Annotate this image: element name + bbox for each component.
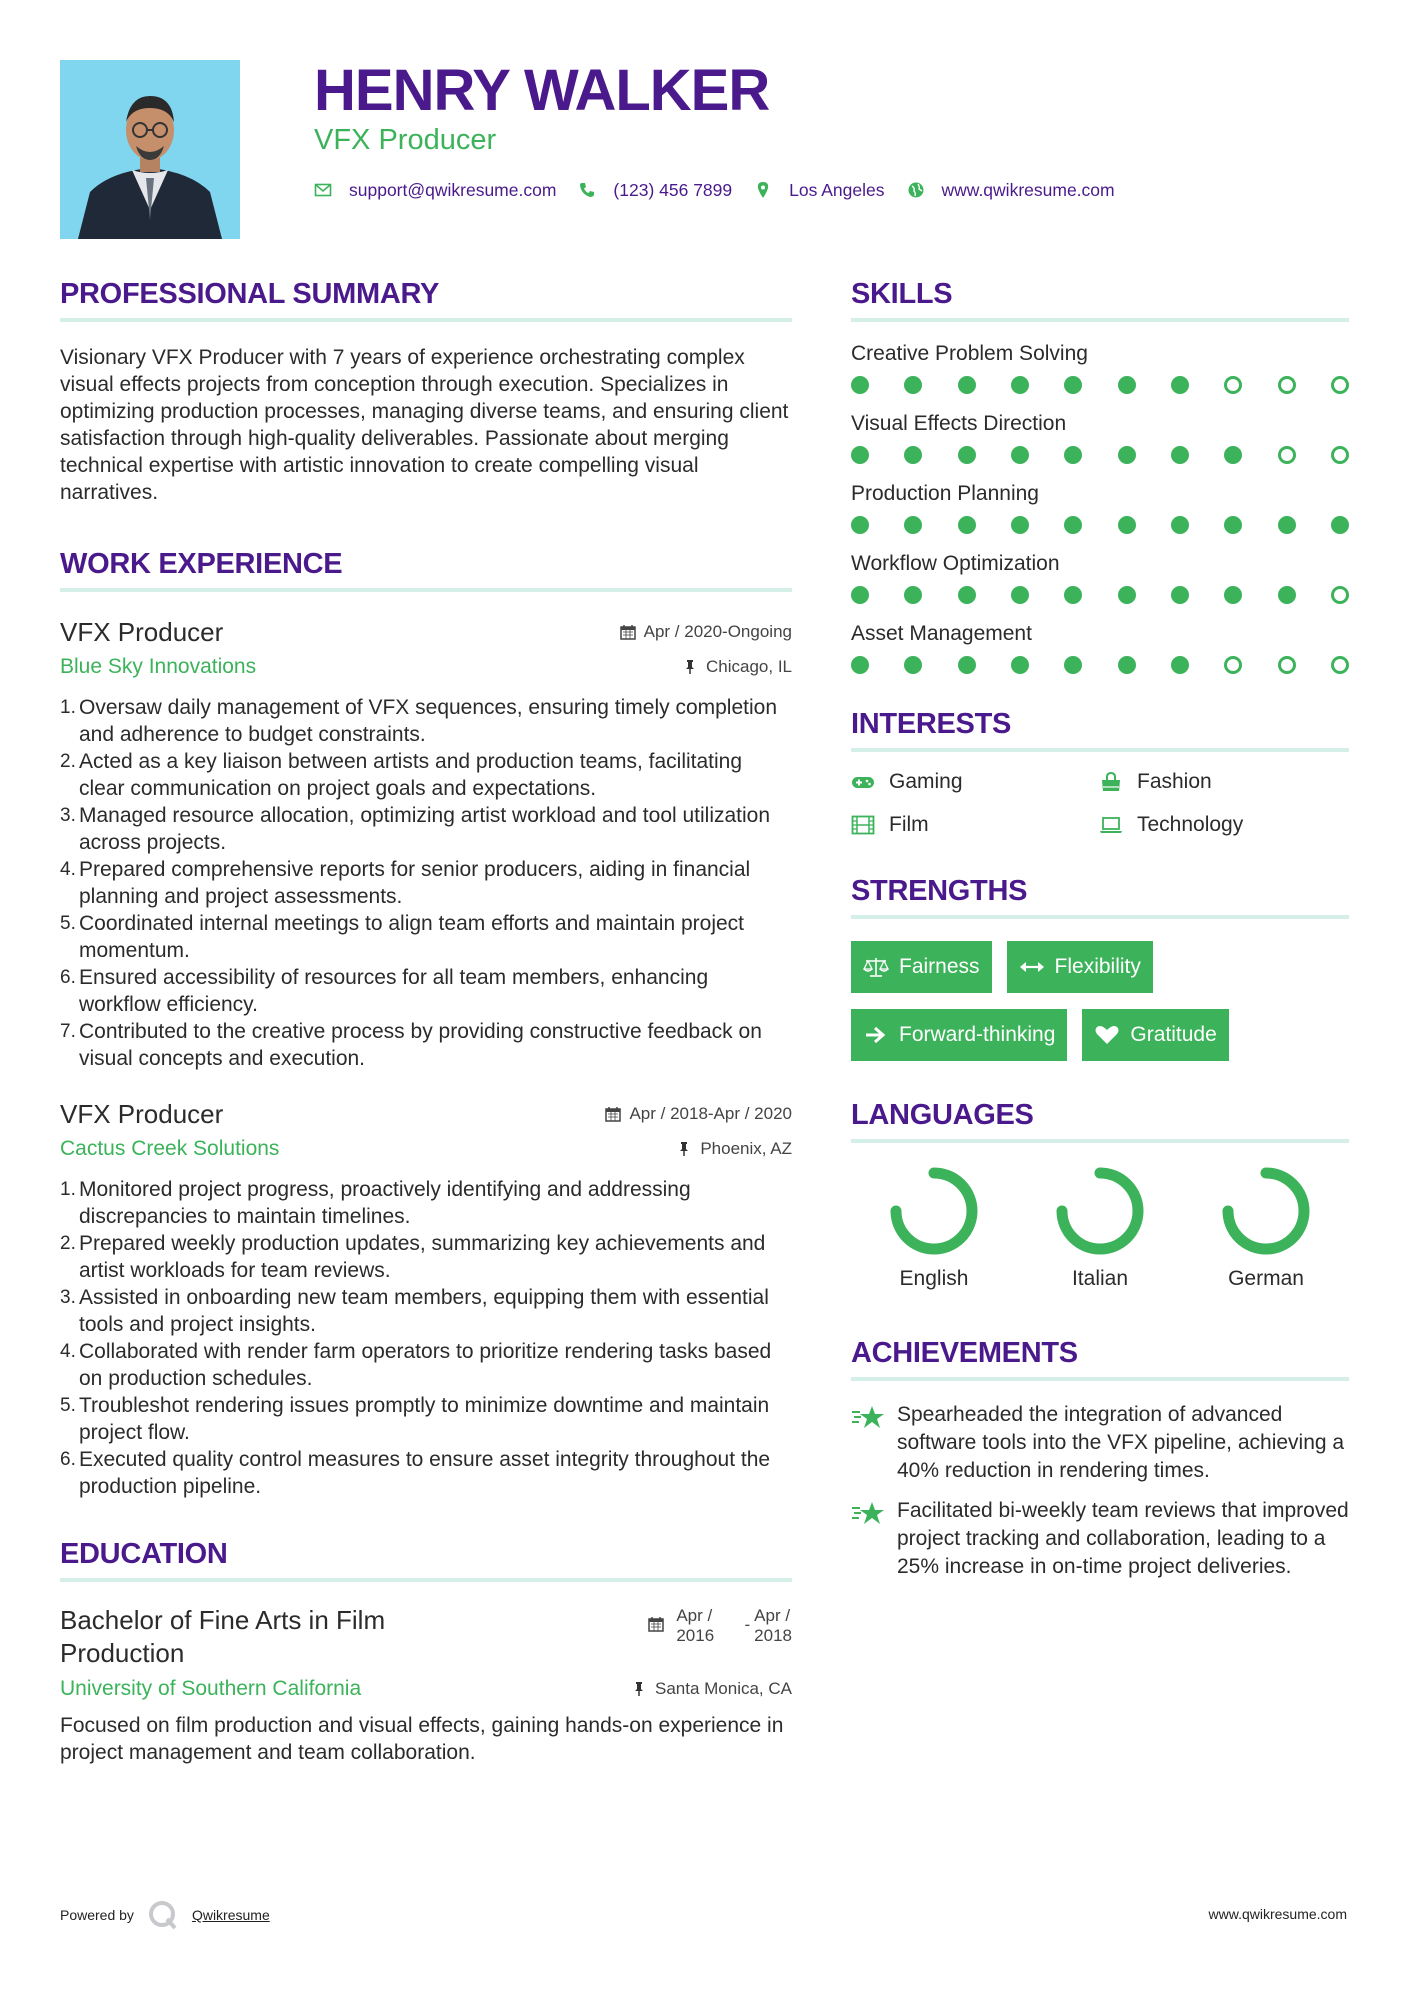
summary-text: Visionary VFX Producer with 7 years of experience orchestrating complex visual effects projects from conception through execution. Specializes in optimizing production processes, managing diverse teams, and ensuring client satisfaction through high-quality deliverables. Passionate about merging technical expertise with artistic innovation to create compelling visual narratives.	[60, 346, 789, 504]
degree-title: Bachelor of Fine Arts in Film Production	[60, 1605, 386, 1668]
section-heading-interests: INTERESTS	[851, 700, 1349, 752]
bullet-number: 4.	[60, 1341, 76, 1362]
language-proficiency-ring	[1218, 1163, 1314, 1259]
skill-rating	[851, 446, 1349, 464]
rating-dot-filled	[1224, 516, 1242, 534]
education-start-month: Apr /	[676, 1606, 713, 1625]
strengths-section	[851, 867, 1349, 1061]
interest-item	[851, 813, 1099, 837]
interest-label: Film	[889, 813, 929, 836]
job-bullet	[60, 910, 792, 964]
rating-dot-filled	[1011, 656, 1029, 674]
education-start	[676, 1606, 714, 1646]
rating-dot-filled	[1171, 656, 1189, 674]
globe-icon	[907, 181, 925, 199]
pushpin-icon	[631, 1681, 647, 1697]
bullet-number: 2.	[60, 1233, 76, 1254]
skill-rating	[851, 656, 1349, 674]
rating-dot-filled	[1011, 586, 1029, 604]
bullet-number: 1.	[60, 697, 76, 718]
candidate-title: VFX Producer	[314, 124, 497, 156]
summary-section	[60, 270, 792, 506]
rating-dot-filled	[851, 516, 869, 534]
job-bullet	[60, 748, 792, 802]
job-location	[682, 657, 792, 677]
bullet-text: Contributed to the creative process by providing constructive feedback on visual concepts and execution.	[79, 1020, 762, 1070]
strength-label: Gratitude	[1130, 1023, 1217, 1046]
bullet-text: Assisted in onboarding new team members, equipping them with essential tools and project insights.	[79, 1286, 769, 1336]
interest-label: Technology	[1137, 813, 1244, 836]
job-entry	[60, 614, 792, 1072]
skill-item	[851, 340, 1349, 394]
contact-email[interactable]	[314, 180, 556, 201]
interests-list	[851, 770, 1349, 837]
languages-section	[851, 1091, 1349, 1291]
rating-dot-empty	[1331, 586, 1349, 604]
bullet-text: Prepared comprehensive reports for senior producers, aiding in financial planning and project assessments.	[79, 858, 751, 908]
rating-dot-filled	[1011, 446, 1029, 464]
job-bullet	[60, 1392, 792, 1446]
strengths-list	[851, 941, 1349, 1061]
strength-label: Flexibility	[1054, 955, 1141, 978]
job-company: Cactus Creek Solutions	[60, 1137, 280, 1160]
heart-icon	[1094, 1025, 1120, 1045]
rating-dot-filled	[1278, 516, 1296, 534]
rating-dot-filled	[958, 516, 976, 534]
rating-dot-empty	[1278, 446, 1296, 464]
rating-dot-filled	[904, 516, 922, 534]
strength-tag	[851, 941, 992, 993]
calendar-icon	[648, 1616, 664, 1632]
strength-tag	[1007, 941, 1153, 993]
achievement-text: Spearheaded the integration of advanced software tools into the VFX pipeline, achieving a 40% reduction in rendering times.	[897, 1403, 1345, 1482]
strength-tag	[851, 1009, 1067, 1061]
language-item	[1183, 1163, 1349, 1291]
bullet-text: Managed resource allocation, optimizing artist workload and tool utilization across projects.	[79, 804, 771, 854]
achievement-item	[851, 1497, 1349, 1581]
film-icon	[851, 815, 875, 835]
language-proficiency-arc	[1062, 1173, 1138, 1249]
job-location	[676, 1139, 792, 1159]
job-title: VFX Producer	[60, 1099, 224, 1129]
rating-dot-filled	[851, 446, 869, 464]
rating-dot-empty	[1278, 376, 1296, 394]
star-icon	[851, 1499, 885, 1529]
job-bullet	[60, 694, 792, 748]
job-date	[605, 1104, 792, 1124]
job-bullet	[60, 1446, 792, 1500]
school-location-text: Santa Monica, CA	[654, 1679, 792, 1698]
bullet-number: 4.	[60, 859, 76, 880]
job-list	[60, 614, 792, 1500]
rating-dot-filled	[1171, 516, 1189, 534]
job-location-text: Phoenix, AZ	[700, 1139, 792, 1158]
skill-name: Creative Problem Solving	[851, 342, 1088, 365]
rating-dot-filled	[904, 586, 922, 604]
skill-rating	[851, 376, 1349, 394]
bullet-number: 7.	[60, 1021, 76, 1042]
rating-dot-filled	[1064, 446, 1082, 464]
rating-dot-filled	[1064, 516, 1082, 534]
job-title: VFX Producer	[60, 617, 224, 647]
achievement-item	[851, 1401, 1349, 1485]
job-entry	[60, 1096, 792, 1500]
rating-dot-filled	[1331, 516, 1349, 534]
language-name: German	[1228, 1267, 1304, 1290]
education-start-year: 2016	[676, 1626, 715, 1645]
skills-section	[851, 270, 1349, 674]
section-heading-skills: SKILLS	[851, 270, 1349, 322]
language-proficiency-ring	[886, 1163, 982, 1259]
footer-powered-by	[60, 1900, 270, 1930]
rating-dot-filled	[1278, 586, 1296, 604]
skills-list	[851, 340, 1349, 674]
rating-dot-filled	[1118, 516, 1136, 534]
job-date-text: Apr / 2018-Apr / 2020	[629, 1104, 792, 1123]
language-proficiency-arc	[896, 1173, 972, 1249]
job-bullets	[60, 694, 792, 1072]
language-item	[1017, 1163, 1183, 1291]
section-heading-achievements: ACHIEVEMENTS	[851, 1329, 1349, 1381]
skill-name: Workflow Optimization	[851, 552, 1060, 575]
bullet-number: 3.	[60, 805, 76, 826]
rating-dot-filled	[851, 586, 869, 604]
rating-dot-empty	[1224, 656, 1242, 674]
job-location-text: Chicago, IL	[706, 657, 792, 676]
location-text: Los Angeles	[789, 179, 885, 200]
skill-item	[851, 550, 1349, 604]
map-pin-icon	[754, 181, 772, 199]
gamepad-icon	[851, 772, 875, 792]
candidate-name: HENRY WALKER	[314, 58, 770, 123]
education-description: Focused on film production and visual effects, gaining hands-on experience in project management and team collaboration.	[60, 1714, 784, 1764]
rating-dot-empty	[1331, 656, 1349, 674]
education-dates	[648, 1606, 792, 1646]
skill-item	[851, 410, 1349, 464]
rating-dot-filled	[1224, 446, 1242, 464]
calendar-icon	[620, 624, 636, 640]
contact-phone[interactable]	[578, 180, 732, 201]
interest-label: Gaming	[889, 770, 963, 793]
job-date-text: Apr / 2020-Ongoing	[643, 622, 792, 641]
bullet-number: 6.	[60, 967, 76, 988]
phone-icon	[578, 181, 596, 199]
section-heading-languages: LANGUAGES	[851, 1091, 1349, 1143]
job-bullet	[60, 1284, 792, 1338]
achievement-text: Facilitated bi-weekly team reviews that improved project tracking and collaboration, leading to a 25% increase in on-time project deliveries.	[897, 1499, 1349, 1578]
languages-list	[851, 1163, 1349, 1291]
contact-bar	[314, 178, 1137, 202]
contact-website[interactable]	[907, 180, 1115, 201]
left-column	[60, 270, 792, 1766]
rating-dot-filled	[1011, 516, 1029, 534]
interests-section	[851, 700, 1349, 837]
job-bullet	[60, 802, 792, 856]
interest-item	[1099, 813, 1349, 837]
bullet-text: Prepared weekly production updates, summarizing key achievements and artist workloads for team reviews.	[79, 1232, 766, 1282]
job-bullet	[60, 1018, 792, 1072]
rating-dot-filled	[1011, 376, 1029, 394]
bullet-number: 3.	[60, 1287, 76, 1308]
language-proficiency-ring	[1052, 1163, 1148, 1259]
rating-dot-filled	[1064, 656, 1082, 674]
balance-scale-icon	[863, 957, 889, 977]
bullet-text: Troubleshot rendering issues promptly to minimize downtime and maintain project flow.	[79, 1394, 770, 1444]
rating-dot-filled	[1064, 586, 1082, 604]
contact-location	[754, 180, 884, 201]
rating-dot-empty	[1278, 656, 1296, 674]
job-bullet	[60, 1338, 792, 1392]
rating-dot-filled	[1118, 376, 1136, 394]
footer-url[interactable]: www.qwikresume.com	[1208, 1906, 1347, 1922]
education-end-month: Apr /	[754, 1606, 791, 1625]
skill-name: Visual Effects Direction	[851, 412, 1067, 435]
school-location	[631, 1679, 792, 1699]
rating-dot-empty	[1331, 376, 1349, 394]
bullet-number: 5.	[60, 1395, 76, 1416]
interest-label: Fashion	[1137, 770, 1212, 793]
job-date	[620, 622, 792, 642]
education-end-year: 2018	[754, 1626, 792, 1645]
job-bullet	[60, 1176, 792, 1230]
right-column	[851, 270, 1349, 1593]
education-section	[60, 1530, 792, 1766]
rating-dot-filled	[958, 586, 976, 604]
rating-dot-filled	[1118, 656, 1136, 674]
bullet-text: Collaborated with render farm operators to prioritize rendering tasks based on production schedules.	[79, 1340, 772, 1390]
shopping-bag-icon	[1099, 772, 1123, 792]
work-section	[60, 540, 792, 1500]
bullet-text: Monitored project progress, proactively identifying and addressing discrepancies to maintain timelines.	[79, 1178, 691, 1228]
section-heading-strengths: STRENGTHS	[851, 867, 1349, 919]
rating-dot-filled	[958, 376, 976, 394]
rating-dot-filled	[958, 656, 976, 674]
language-proficiency-arc	[1228, 1173, 1304, 1249]
website-text[interactable]: www.qwikresume.com	[941, 179, 1115, 200]
envelope-icon	[314, 181, 332, 199]
rating-dot-filled	[904, 446, 922, 464]
profile-photo	[60, 60, 240, 239]
rating-dot-empty	[1331, 446, 1349, 464]
bullet-number: 6.	[60, 1449, 76, 1470]
rating-dot-filled	[1171, 586, 1189, 604]
skill-item	[851, 480, 1349, 534]
bullet-text: Ensured accessibility of resources for all team members, enhancing workflow efficiency.	[79, 966, 709, 1016]
rating-dot-filled	[1224, 586, 1242, 604]
strength-label: Forward-thinking	[899, 1023, 1056, 1046]
phone-text[interactable]: (123) 456 7899	[613, 179, 733, 200]
rating-dot-filled	[851, 656, 869, 674]
calendar-icon	[605, 1106, 621, 1122]
pushpin-icon	[682, 659, 698, 675]
skill-name: Production Planning	[851, 482, 1039, 505]
job-bullet	[60, 964, 792, 1018]
pushpin-icon	[676, 1141, 692, 1157]
strength-tag	[1082, 1009, 1228, 1061]
bullet-number: 2.	[60, 751, 76, 772]
rating-dot-filled	[1118, 586, 1136, 604]
bullet-number: 5.	[60, 913, 76, 934]
job-company: Blue Sky Innovations	[60, 655, 257, 678]
arrow-right-icon	[863, 1025, 889, 1045]
interest-item	[1099, 770, 1349, 794]
footer-brand-link[interactable]: Qwikresume	[191, 1907, 270, 1923]
job-bullet	[60, 856, 792, 910]
education-date-separator: -	[744, 1615, 751, 1634]
education-end	[754, 1606, 792, 1646]
skill-name: Asset Management	[851, 622, 1032, 645]
skill-item	[851, 620, 1349, 674]
section-heading-education: EDUCATION	[60, 1530, 792, 1582]
laptop-icon	[1099, 815, 1123, 835]
school-name: University of Southern California	[60, 1677, 362, 1700]
rating-dot-filled	[904, 376, 922, 394]
qwikresume-logo-icon	[148, 1900, 178, 1930]
language-item	[851, 1163, 1017, 1291]
skill-rating	[851, 516, 1349, 534]
bullet-text: Acted as a key liaison between artists and production teams, facilitating clear communication on project goals and expectations.	[79, 750, 743, 800]
star-icon	[851, 1403, 885, 1433]
bullet-number: 1.	[60, 1179, 76, 1200]
job-bullet	[60, 1230, 792, 1284]
interest-item	[851, 770, 1099, 794]
achievements-section	[851, 1329, 1349, 1581]
rating-dot-filled	[1171, 376, 1189, 394]
rating-dot-filled	[958, 446, 976, 464]
arrows-horizontal-icon	[1019, 957, 1045, 977]
rating-dot-filled	[904, 656, 922, 674]
bullet-text: Oversaw daily management of VFX sequences, ensuring timely completion and adherence to budget constraints.	[79, 696, 778, 746]
rating-dot-filled	[1171, 446, 1189, 464]
skill-rating	[851, 586, 1349, 604]
bullet-text: Coordinated internal meetings to align team efforts and maintain project momentum.	[79, 912, 744, 962]
rating-dot-filled	[851, 376, 869, 394]
section-heading-summary: PROFESSIONAL SUMMARY	[60, 270, 792, 322]
section-heading-work: WORK EXPERIENCE	[60, 540, 792, 592]
rating-dot-filled	[1064, 376, 1082, 394]
email-text[interactable]: support@qwikresume.com	[349, 179, 557, 200]
strength-label: Fairness	[899, 955, 980, 978]
language-name: Italian	[1071, 1267, 1129, 1290]
bullet-text: Executed quality control measures to ensure asset integrity throughout the production pipeline.	[79, 1448, 771, 1498]
powered-by-label: Powered by	[60, 1907, 134, 1923]
rating-dot-filled	[1118, 446, 1136, 464]
language-name: English	[899, 1267, 969, 1290]
job-bullets	[60, 1176, 792, 1500]
rating-dot-empty	[1224, 376, 1242, 394]
